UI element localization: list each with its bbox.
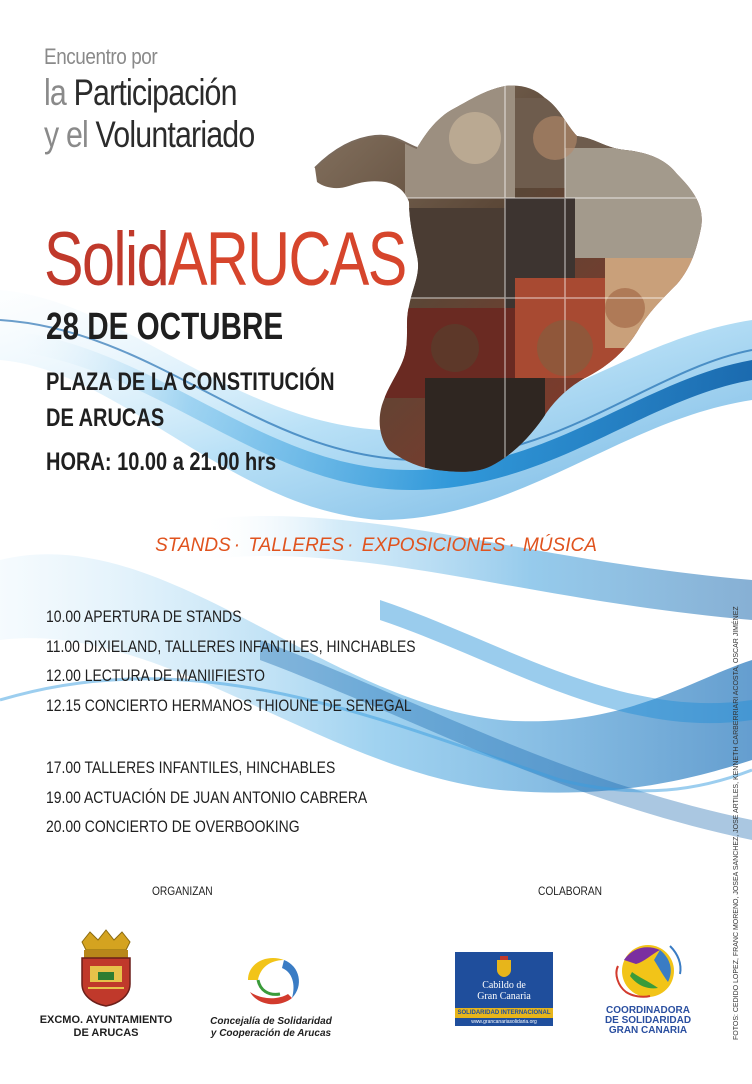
activities-line: STANDS · TALLERES · EXPOSICIONES · MÚSICA xyxy=(155,535,597,556)
col2-name xyxy=(588,1006,708,1036)
header-line2-light: la xyxy=(44,72,66,113)
header-line1: Encuentro por xyxy=(44,44,158,69)
schedule-item: 10.00 APERTURA DE STANDS xyxy=(46,607,242,626)
header-line2-dark: Participación xyxy=(73,72,237,113)
header-line3-light: y el xyxy=(44,114,88,155)
event-title-part1: Solid xyxy=(44,217,169,302)
photo-credits: FOTOS: CEDIDO LOPEZ, FRANC MORENO, JOSEA SANCHEZ, JOSE ARTILES, KENNETH CARBERRIARI ACOSTA, OSCAR JIMÉNEZ xyxy=(733,606,740,1040)
header-line2 xyxy=(44,74,237,111)
col2-line3: GRAN CANARIA xyxy=(608,1025,688,1036)
org2-line1: Concejalía de Solidaridad xyxy=(210,1016,332,1027)
col1-line2: Gran Canaria xyxy=(477,991,531,1002)
org2-name xyxy=(196,1016,346,1040)
activity-item: STANDS xyxy=(155,535,231,556)
activity-item: MÚSICA xyxy=(522,535,597,556)
header-line3-dark: Voluntariado xyxy=(95,114,255,155)
schedule-item: 12.00 LECTURA DE MANIIFIESTO xyxy=(46,666,265,685)
event-title xyxy=(44,217,406,302)
col2-line2: DE SOLIDARIDAD xyxy=(604,1015,692,1026)
solidarity-swoosh-logo xyxy=(238,950,308,1010)
header-line3 xyxy=(44,116,254,153)
organizan-label: ORGANIZAN xyxy=(152,884,213,898)
coordinadora-globe-logo xyxy=(610,938,686,1004)
event-place-line2: DE ARUCAS xyxy=(46,404,165,432)
event-hours: HORA: 10.00 a 21.00 hrs xyxy=(46,448,277,476)
org1-name xyxy=(36,1014,176,1040)
schedule-item: 19.00 ACTUACIÓN DE JUAN ANTONIO CABRERA xyxy=(46,788,368,807)
org1-line1: EXCMO. AYUNTAMIENTO xyxy=(39,1014,173,1026)
col1-url: www.grancanariasolidaria.org xyxy=(471,1019,537,1025)
schedule-item: 20.00 CONCIERTO DE OVERBOOKING xyxy=(46,817,300,836)
org2-line2: y Cooperación de Arucas xyxy=(210,1028,332,1039)
activity-item: TALLERES xyxy=(248,535,345,556)
col2-line1: COORDINADORA xyxy=(606,1005,690,1016)
schedule-item: 11.00 DIXIELAND, TALLERES INFANTILES, HINCHABLES xyxy=(46,637,416,656)
org1-line2: DE ARUCAS xyxy=(73,1027,139,1039)
arucas-coat-of-arms xyxy=(74,928,138,1008)
col1-band: SOLIDARIDAD INTERNACIONAL xyxy=(455,1008,553,1018)
cabildo-logo xyxy=(455,952,553,1026)
schedule-item: 12.15 CONCIERTO HERMANOS THIOUNE DE SENEGAL xyxy=(46,696,412,715)
schedule-item: 17.00 TALLERES INFANTILES, HINCHABLES xyxy=(46,758,336,777)
event-place-line1: PLAZA DE LA CONSTITUCIÓN xyxy=(46,368,335,396)
event-date: 28 DE OCTUBRE xyxy=(46,306,284,348)
col1-line1: Cabildo de xyxy=(482,980,526,991)
event-title-part2: ARUCAS xyxy=(168,217,406,302)
cabildo-crest xyxy=(495,956,513,978)
activity-item: EXPOSICIONES xyxy=(361,535,506,556)
colaboran-label: COLABORAN xyxy=(538,884,603,898)
